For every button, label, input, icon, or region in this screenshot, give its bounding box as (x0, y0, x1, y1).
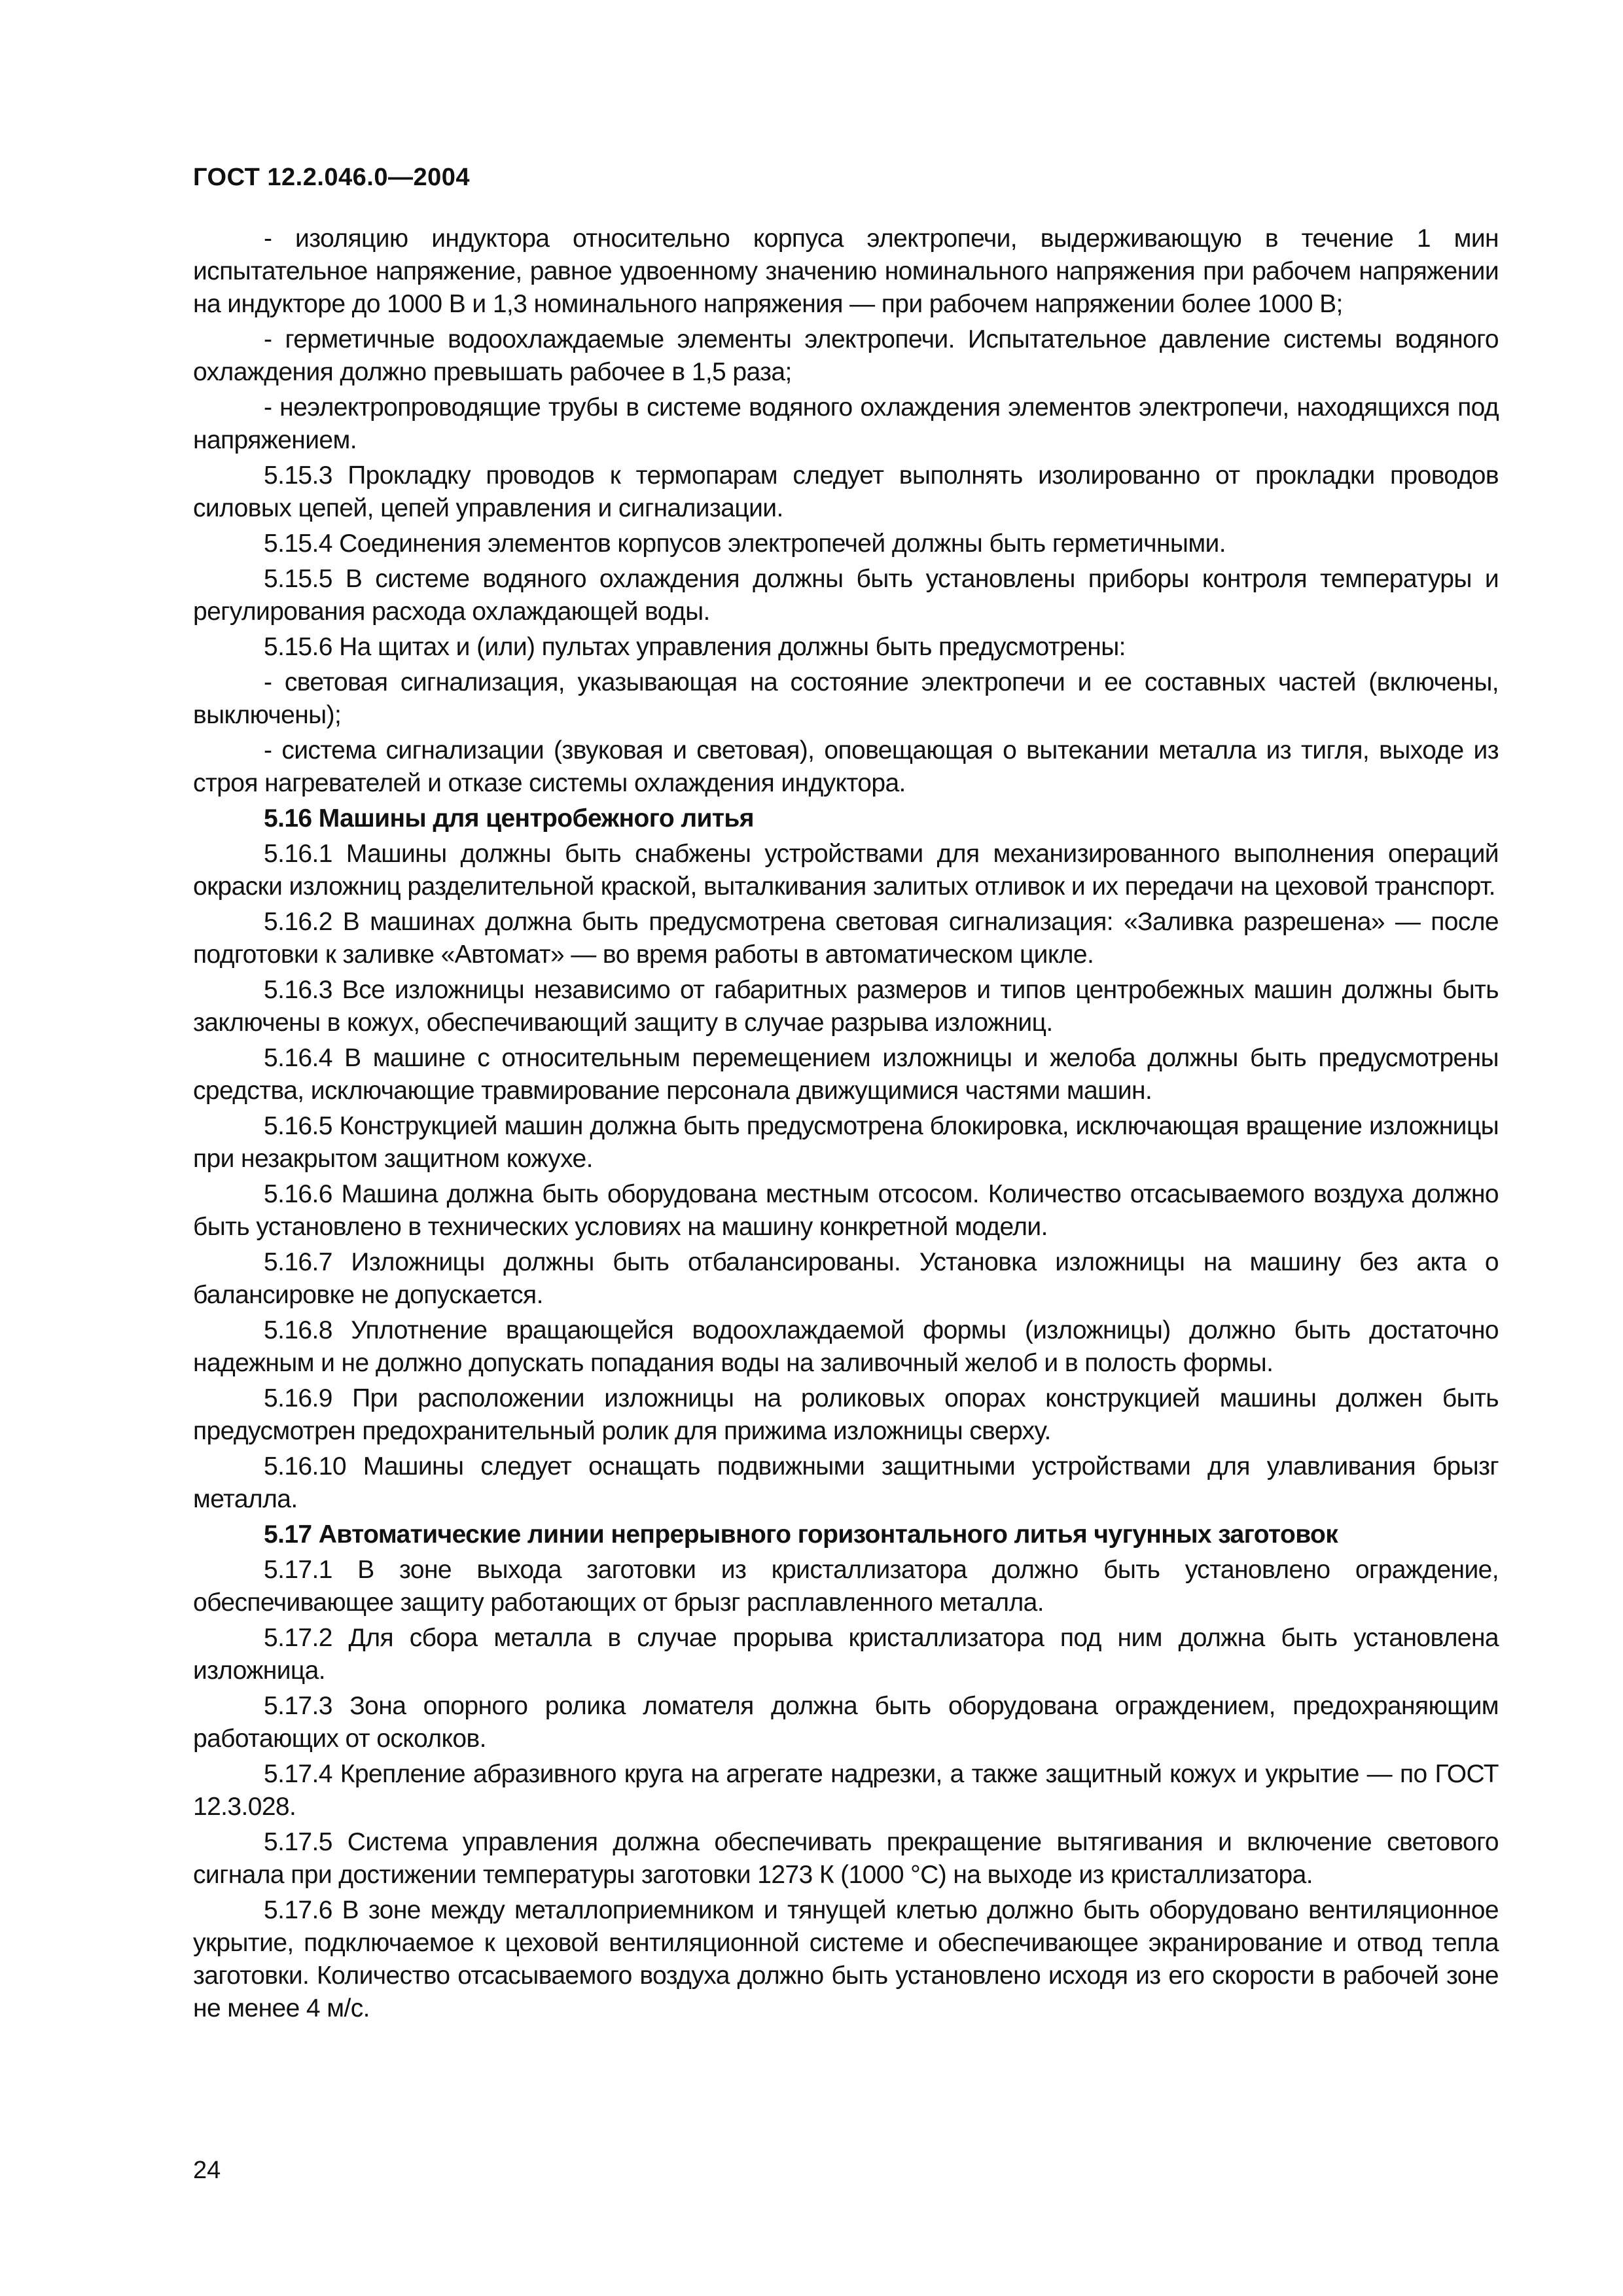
paragraph: 5.15.6 На щитах и (или) пультах управления должны быть предусмотрены: (264, 633, 1126, 661)
paragraph: 5.15.3 Прокладку проводов к термопарам следует выполнять изолированно от прокладки проводов силовых цепей, цепей управления и сигнализации. (193, 461, 1499, 522)
paragraph: 5.17.2 Для сбора металла в случае прорыва кристаллизатора под ним должна быть установлена изложница. (193, 1624, 1499, 1685)
section-heading: 5.16 Машины для центробежного литья (264, 804, 754, 833)
paragraph: 5.17.4 Крепление абразивного круга на агрегате надрезки, а также защитный кожух и укрытие — по ГОСТ 12.3.028. (193, 1760, 1499, 1821)
paragraph: 5.16.6 Машина должна быть оборудована местным отсосом. Количество отсасываемого воздуха должно быть установлено в технических условиях на машину конкретной модели. (193, 1180, 1499, 1241)
paragraph: - световая сигнализация, указывающая на состояние электропечи и ее составных частей (включены, выключены); (193, 668, 1499, 729)
paragraph: - герметичные водоохлаждаемые элементы электропечи. Испытательное давление системы водяного охлаждения должно превышать рабочее в 1,5 раза; (193, 325, 1499, 386)
paragraph: 5.16.5 Конструкцией машин должна быть предусмотрена блокировка, исключающая вращение изложницы при незакрытом защитном кожухе. (193, 1112, 1499, 1173)
paragraph: 5.16.2 В машинах должна быть предусмотрена световая сигнализация: «Заливка разрешена» — после подготовки к заливке «Автомат» — во время работы в автоматическом цикле. (193, 908, 1499, 969)
paragraph: 5.16.8 Уплотнение вращающейся водоохлаждаемой формы (изложницы) должно быть достаточно надежным и не должно допускать попадания воды на заливочный желоб и в полость формы. (193, 1316, 1499, 1377)
section-heading: 5.17 Автоматические линии непрерывного горизонтального литья чугунных заготовок (264, 1520, 1338, 1549)
page-number: 24 (193, 2157, 221, 2184)
paragraph: 5.16.7 Изложницы должны быть отбалансированы. Установка изложницы на машину без акта о балансировке не допускается. (193, 1248, 1499, 1309)
paragraph: 5.16.1 Машины должны быть снабжены устройствами для механизированного выполнения операций окраски изложниц разделительной краской, выталкивания залитых отливок и их передачи на цеховой транспорт. (193, 840, 1499, 901)
paragraph: - система сигнализации (звуковая и световая), оповещающая о вытекании металла из тигля, выходе из строя нагревателей и отказе системы охлаждения индуктора. (193, 736, 1499, 797)
paragraph: 5.15.4 Соединения элементов корпусов электропечей должны быть герметичными. (264, 529, 1226, 558)
paragraph: 5.16.10 Машины следует оснащать подвижными защитными устройствами для улавливания брызг металла. (193, 1452, 1499, 1513)
paragraph: 5.17.6 В зоне между металлоприемником и тянущей клетью должно быть оборудовано вентиляционное укрытие, подключаемое к цеховой вентиляционной системе и обеспечивающее экранирование и отвод тепла заготовки. Количество отсасываемого воздуха должно быть установлено исходя из его скорости в рабочей зоне не менее 4 м/с. (193, 1896, 1499, 2022)
paragraph: 5.17.3 Зона опорного ролика ломателя должна быть оборудована ограждением, предохраняющим работающих от осколков. (193, 1692, 1499, 1753)
paragraph: - изоляцию индуктора относительно корпуса электропечи, выдерживающую в течение 1 мин испытательное напряжение, равное удвоенному значению номинального напряжения при рабочем напряжении на индукторе до 1000 В и 1,3 номинального напряжения — при рабочем напряжении более 1000 В; (193, 224, 1499, 318)
paragraph: - неэлектропроводящие трубы в системе водяного охлаждения элементов электропечи, находящихся под напряжением. (193, 393, 1499, 454)
paragraph: 5.17.5 Система управления должна обеспечивать прекращение вытягивания и включение светового сигнала при достижении температуры заготовки 1273 К (1000 °С) на выходе из кристаллизатора. (193, 1828, 1499, 1889)
paragraph: 5.17.1 В зоне выхода заготовки из кристаллизатора должно быть установлено ограждение, обеспечивающее защиту работающих от брызг расплавленного металла. (193, 1556, 1499, 1617)
document-body (193, 223, 1499, 2028)
paragraph: 5.16.9 При расположении изложницы на роликовых опорах конструкцией машины должен быть предусмотрен предохранительный ролик для прижима изложницы сверху. (193, 1384, 1499, 1445)
paragraph: 5.16.3 Все изложницы независимо от габаритных размеров и типов центробежных машин должны быть заключены в кожух, обеспечивающий защиту в случае разрыва изложниц. (193, 976, 1499, 1037)
document-header: ГОСТ 12.2.046.0—2004 (193, 164, 471, 191)
paragraph: 5.16.4 В машине с относительным перемещением изложницы и желоба должны быть предусмотрены средства, исключающие травмирование персонала движущимися частями машин. (193, 1044, 1499, 1105)
paragraph: 5.15.5 В системе водяного охлаждения должны быть установлены приборы контроля температуры и регулирования расхода охлаждающей воды. (193, 565, 1499, 626)
